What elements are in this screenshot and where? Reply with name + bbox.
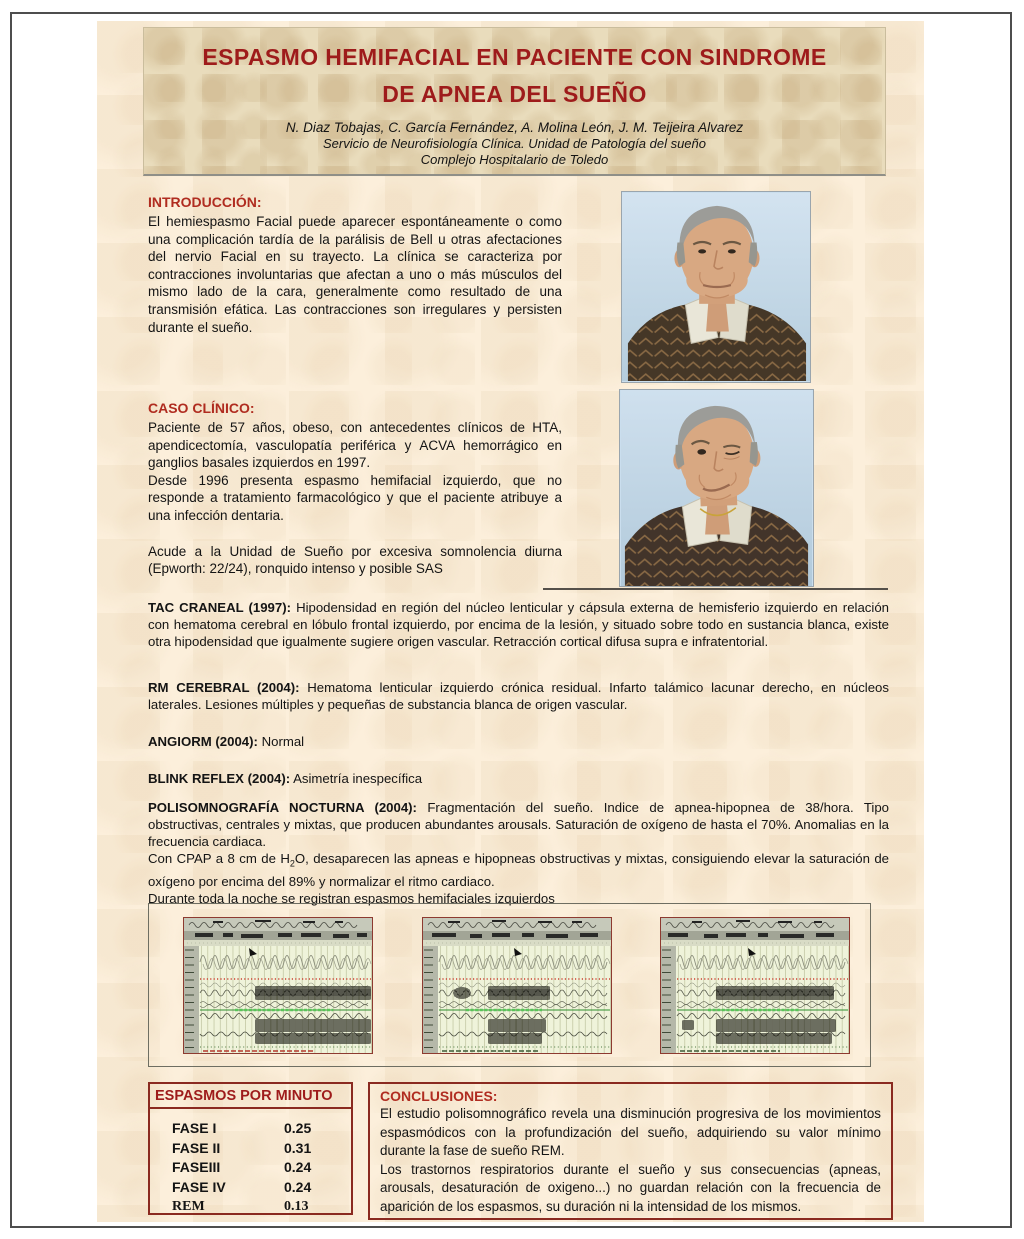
psg-cpap-pre: Con CPAP a 8 cm de H — [148, 851, 290, 866]
psg-line1: Fragmentación del sueño. Indice de apnea-hipopnea de 38/hora. Tipo obstructivas, centrales y mixtas, que producen abundantes arousals. Saturación de oxígeno de hasta el 70%. Anomalias en la frecuencia cardiaca. — [148, 800, 889, 849]
psg-cpap-post: O, desaparecen las apneas e hipopneas obstructivas y mixtas, consiguiendo elevar la saturación de oxígeno por encima del 89% y normalizar el ritmo cardiaco. — [148, 851, 889, 889]
psg-cpap-subscript: 2 — [289, 858, 295, 869]
conclusions-heading: CONCLUSIONES: — [380, 1088, 498, 1104]
introduction-text: El hemiespasmo Facial puede aparecer espontáneamente o como una complicación tardía de la parálisis de Bell u otras afectaciones del nervio Facial en su trayecto. La clínica se caracteriza por contracciones involuntarias que afectan a uno o más músculos del mismo lado de la cara, generalmente como resultado de una transmisión efática. Las contracciones son irregulares y persisten durante el sueño. — [148, 214, 562, 335]
finding-blink-text: Asimetría inespecífica — [293, 771, 423, 786]
introduction-heading: INTRODUCCIÓN: — [148, 194, 262, 210]
patient-photo-neutral — [621, 191, 811, 383]
table-row-fase-3 — [172, 1158, 341, 1178]
finding-tac-text: Hipodensidad en región del núcleo lenticular y cápsula externa de hemisferio izquierdo en relación con hematoma cerebral en lóbulo frontal izquierdo, por encima de la lesión, y situado sobre todo en sustancia blanca, existe otra hipodensidad que igualmente sugiere origen vascular. Retracción cortical difusa supra e infratentorial. — [148, 600, 889, 649]
clinical-case-paragraph-2: Desde 1996 presenta espasmo hemifacial izquierdo, que no responde a tratamiento farmacológico y que el paciente atribuye a una infección dentaria. — [148, 472, 562, 523]
row-label: FASE IV — [172, 1178, 226, 1195]
clinical-case-section — [148, 400, 562, 578]
finding-blink-label: BLINK REFLEX (2004): — [148, 771, 291, 786]
polysomnography-section — [148, 799, 889, 907]
spasms-per-minute-table — [148, 1082, 353, 1215]
finding-angiorm-label: ANGIORM (2004): — [148, 734, 258, 749]
row-value: 0.31 — [284, 1139, 312, 1156]
table-row-fase-2 — [172, 1139, 341, 1159]
table-row-rem — [172, 1197, 341, 1217]
finding-angiorm — [148, 733, 889, 750]
poster-page — [97, 21, 924, 1222]
patient-photo-column — [543, 191, 888, 590]
polysomnogram-screenshot-3 — [660, 917, 850, 1054]
poster-authors: N. Diaz Tobajas, C. García Fernández, A. Molina León, J. M. Teijeira Alvarez — [285, 120, 744, 135]
polysomnogram-strip — [148, 903, 871, 1067]
conclusions-box — [368, 1082, 893, 1220]
poster-affiliation-1: Servicio de Neurofisiología Clínica. Unidad de Patología del sueño — [322, 136, 706, 151]
introduction-section — [148, 194, 562, 336]
row-value: 0.24 — [284, 1178, 312, 1195]
poster-title — [144, 28, 885, 113]
conclusions-paragraph-2: Los trastornos respiratorios durante el sueño y sus consecuencias (apneas, arousals, desaturación de oxigeno...) no guardan relación con la frecuencia de aparición de los espasmos, su duración ni la intensidad de los mismos. — [380, 1161, 881, 1214]
poster-header — [143, 27, 886, 176]
conclusions-paragraph-1: El estudio polisomnográfico revela una disminución progresiva de los movimientos espasmódicos con la profundización del sueño, adquiriendo su valor mínimo durante la fase de sueño REM. — [380, 1106, 881, 1159]
finding-tac-label: TAC CRANEAL (1997): — [148, 600, 291, 615]
row-value: 0.13 — [284, 1199, 309, 1214]
row-value: 0.25 — [284, 1120, 312, 1136]
row-label: FASE II — [172, 1139, 221, 1156]
psg-label: POLISOMNOGRAFÍA NOCTURNA (2004): — [148, 800, 417, 815]
finding-rm-text: Hematoma lenticular izquierdo crónica residual. Infarto talámico lacunar derecho, en núcleos laterales. Lesiones múltiples y pequeñas de substancia blanca de origen vascular. — [148, 680, 889, 712]
finding-blink-reflex — [148, 770, 889, 787]
clinical-case-paragraph-1: Paciente de 57 años, obeso, con antecedentes clínicos de HTA, apendicectomía, vasculopatía periférica y ACVA hemorrágico en ganglios basales izquierdos en 1997. — [148, 420, 562, 471]
poster-title-line1: ESPASMO HEMIFACIAL EN PACIENTE CON SINDROME — [202, 44, 827, 70]
spasms-table-title: ESPASMOS POR MINUTO — [150, 1084, 351, 1109]
polysomnogram-screenshot-2 — [422, 917, 612, 1054]
finding-rm-label: RM CEREBRAL (2004): — [148, 680, 300, 695]
table-row-fase-4 — [172, 1178, 341, 1198]
psg-line3: Durante toda la noche se registran espasmos hemifaciales izquierdos — [148, 890, 555, 906]
row-label: REM — [172, 1199, 205, 1214]
clinical-case-heading: CASO CLÍNICO: — [148, 400, 255, 416]
poster-affiliation-2: Complejo Hospitalario de Toledo — [420, 152, 609, 167]
table-row-fase-1 — [172, 1119, 341, 1139]
spasms-table-rows — [150, 1109, 351, 1217]
row-label: FASEIII — [172, 1159, 221, 1175]
clinical-case-paragraph-3: Acude a la Unidad de Sueño por excesiva somnolencia diurna (Epworth: 22/24), ronquido intenso y posible SAS — [148, 543, 562, 577]
polysomnogram-screenshot-1 — [183, 917, 373, 1054]
row-label: FASE I — [172, 1120, 217, 1136]
poster-title-line2: DE APNEA DEL SUEÑO — [382, 81, 647, 107]
finding-rm-cerebral — [148, 679, 889, 713]
row-value: 0.24 — [284, 1159, 312, 1175]
patient-photo-spasm — [619, 389, 814, 587]
finding-tac-craneal — [148, 599, 889, 650]
finding-angiorm-text: Normal — [261, 734, 305, 749]
